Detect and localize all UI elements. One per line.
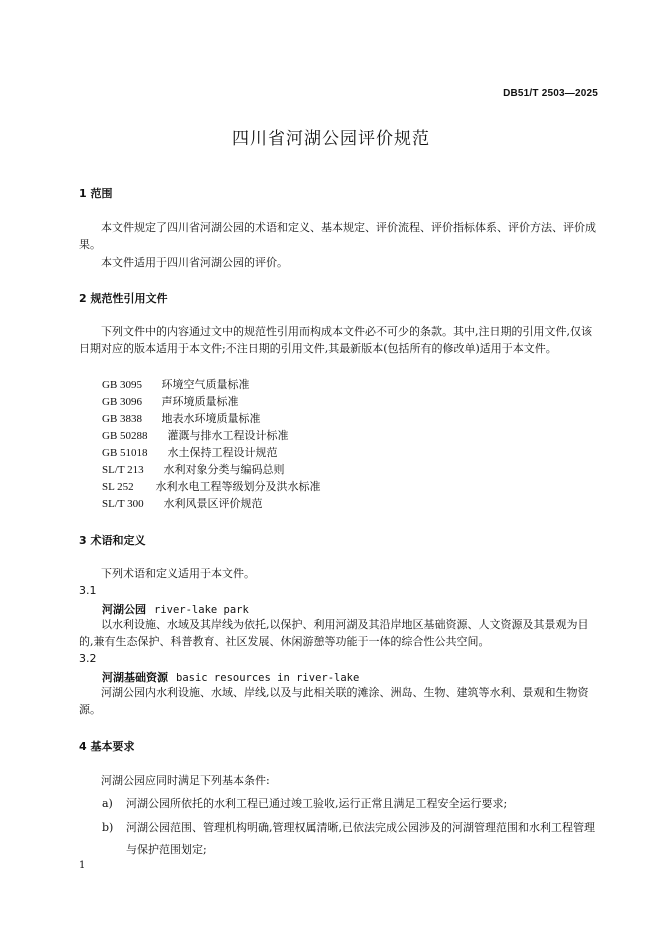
section-1-heading: 1 范围 <box>79 187 113 200</box>
reference-item <box>102 495 263 511</box>
reference-item <box>102 410 261 426</box>
term-number: 3.1 <box>79 584 97 597</box>
term-en: basic resources in river-lake <box>176 672 360 684</box>
term-en: river-lake park <box>154 604 249 616</box>
term-zh: 河湖公园 <box>102 603 146 616</box>
section-3-heading: 3 术语和定义 <box>79 534 146 547</box>
reference-item <box>102 444 278 460</box>
section-3-intro: 下列术语和定义适用于本文件。 <box>101 567 255 580</box>
reference-title: 水利对象分类与编码总则 <box>163 463 285 476</box>
term-definition: 以水利设施、水域及其岸线为依托,以保护、利用河湖及其沿岸地区基础资源、人文资源及其景观为目的,兼有生态保护、科普教育、社区发展、休闲游憩等功能于一体的综合性公共空间。 <box>79 618 589 648</box>
reference-code: SL/T 213 <box>102 464 144 476</box>
reference-code: GB 50288 <box>102 430 148 442</box>
list-marker: b) <box>102 821 114 834</box>
list-marker: a) <box>102 797 113 810</box>
reference-item <box>102 478 321 494</box>
list-item <box>102 817 600 861</box>
reference-title: 声环境质量标准 <box>161 395 239 408</box>
term-number: 3.2 <box>79 652 97 665</box>
section-4-heading: 4 基本要求 <box>79 740 135 753</box>
section-4-intro: 河湖公园应同时满足下列基本条件: <box>101 774 270 787</box>
term-definition: 河湖公园内水利设施、水域、岸线,以及与此相关联的滩涂、洲岛、生物、建筑等水利、景观和生物资源。 <box>79 686 589 716</box>
reference-title: 地表水环境质量标准 <box>161 412 261 425</box>
reference-code: SL 252 <box>102 481 134 493</box>
reference-title: 水利水电工程等级划分及洪水标准 <box>155 480 321 493</box>
reference-title: 灌溉与排水工程设计标准 <box>167 429 289 442</box>
reference-code: GB 3096 <box>102 396 143 408</box>
page-number: 1 <box>79 860 86 871</box>
reference-code: GB 3095 <box>102 379 143 391</box>
term-heading <box>102 601 249 617</box>
standard-code: DB51/T 2503—2025 <box>503 88 598 99</box>
term-zh: 河湖基础资源 <box>102 671 168 684</box>
section-2-intro: 下列文件中的内容通过文中的规范性引用而构成本文件必不可少的条款。其中,注日期的引用文件,仅该日期对应的版本适用于本文件;不注日期的引用文件,其最新版本(包括所有的修改单)适用于本文件。 <box>79 325 592 355</box>
reference-item <box>102 393 239 409</box>
term-heading <box>102 669 359 685</box>
list-text: 河湖公园所依托的水利工程已通过竣工验收,运行正常且满足工程安全运行要求; <box>126 797 508 810</box>
list-item <box>102 793 600 815</box>
list-text: 河湖公园范围、管理机构明确,管理权属清晰,已依法完成公园涉及的河湖管理范围和水利工程管理与保护范围划定; <box>126 821 595 856</box>
reference-title: 水利风景区评价规范 <box>163 497 263 510</box>
section-2-heading: 2 规范性引用文件 <box>79 292 168 305</box>
reference-title: 环境空气质量标准 <box>161 378 250 391</box>
reference-item <box>102 376 250 392</box>
section-1-para-2: 本文件适用于四川省河湖公园的评价。 <box>101 256 288 269</box>
reference-title: 水土保持工程设计规范 <box>167 446 278 459</box>
reference-item <box>102 427 289 443</box>
reference-code: GB 3838 <box>102 413 143 425</box>
reference-code: SL/T 300 <box>102 498 144 510</box>
page-title: 四川省河湖公园评价规范 <box>232 129 430 149</box>
reference-item <box>102 461 285 477</box>
section-1-para-1: 本文件规定了四川省河湖公园的术语和定义、基本规定、评价流程、评价指标体系、评价方法、评价成果。 <box>79 221 596 251</box>
reference-code: GB 51018 <box>102 447 148 459</box>
